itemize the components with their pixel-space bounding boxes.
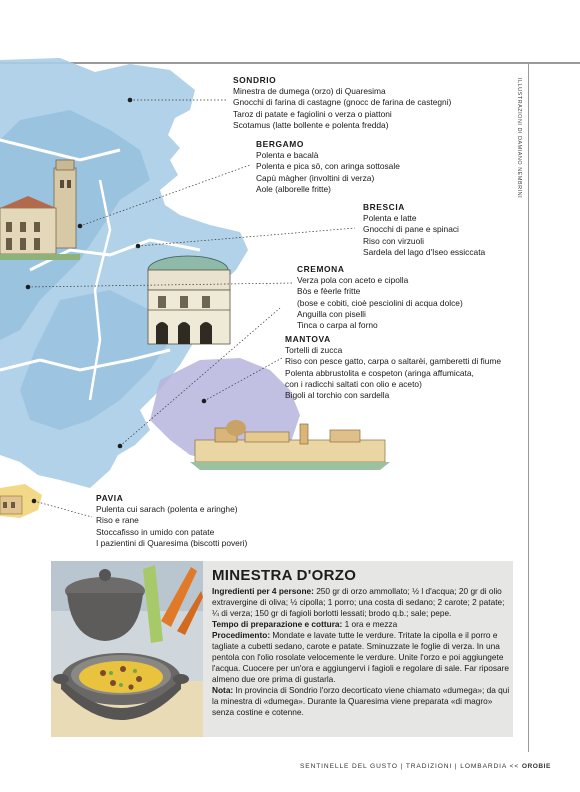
right-rule <box>528 64 529 752</box>
dish-item: Gnocchi di pane e spinaci <box>363 224 459 235</box>
dish-item: Riso con pesce gatto, carpa o saltarèi, gamberetti di fiume <box>285 356 501 367</box>
region-name: PAVIA <box>96 493 124 503</box>
page-footer <box>300 763 551 770</box>
region-cremona <box>297 264 463 331</box>
dish-item: Minestra de dumega (orzo) di Quaresima <box>233 86 386 97</box>
dish-item: Anguilla con piselli <box>297 308 366 319</box>
dish-item: Riso con virzuoli <box>363 235 424 246</box>
dish-item: Taroz di patate e fagiolini o verza o piattoni <box>233 108 392 119</box>
dish-item: Polenta abbrustolita e cospeton (aringa affumicata, <box>285 367 474 378</box>
region-name: BERGAMO <box>256 139 304 149</box>
dish-item: con i radicchi saltati con olio e aceto) <box>285 378 422 389</box>
procedure-text: Mondate e lavate tutte le verdure. Tritate la cipolla e il porro e tagliate a cubetti sedano, carote e patate. Sminuzzate le foglie di verza. In una pentola con l'olio rosolate velocemente le verdure. Unite l'orzo e poi aggiungete l'acqua. Cuocere per un'ora e aggiungervi i fagioli e regolare di sale. Far riposare almeno due ore prima di gustarla. <box>212 630 509 684</box>
dish-item: Verza pola con aceto e cipolla <box>297 275 409 286</box>
dish-item: Polenta e bacalà <box>256 150 319 161</box>
dish-item: Scotamus (latte bollente e polenta fredda) <box>233 119 389 130</box>
ingredients-text: 250 gr di orzo ammollato; ½ l d'acqua; 20 gr di olio extravergine di oliva; ½ cipolla; 1 porro; una costa di sedano; 2 carote; 2 patate; ¼ di verza; 150 gr di fagioli borlotti lessati; brodo q.b.; sale; pepe. <box>212 586 505 618</box>
dish-item: I pazientini di Quaresima (biscotti poveri) <box>96 537 248 548</box>
soup-photo <box>51 561 203 737</box>
region-sondrio <box>233 75 451 131</box>
footer-magazine: OROBIE <box>521 763 551 770</box>
dish-item: Stoccafisso in umido con patate <box>96 526 215 537</box>
dish-item: Aole (alborelle fritte) <box>256 183 331 194</box>
time-label: Tempo di preparazione e cottura: <box>212 619 343 629</box>
footer-section: SENTINELLE DEL GUSTO | TRADIZIONI | LOMBARDIA <box>300 763 507 770</box>
recipe-text <box>212 586 510 718</box>
dish-item: Riso e rane <box>96 515 139 526</box>
region-name: SONDRIO <box>233 75 277 85</box>
domed-palace-illustration <box>148 256 230 344</box>
dish-item: Sardela del lago d'Iseo essiccata <box>363 246 486 257</box>
dish-item: Tinca o carpa al forno <box>297 320 378 331</box>
recipe-procedure <box>212 630 510 685</box>
region-brescia <box>363 202 485 258</box>
region-mantova <box>285 334 501 401</box>
region-name: CREMONA <box>297 264 345 274</box>
dish-item: Polenta e pica sö, con aringa sottosale <box>256 161 400 172</box>
region-name: BRESCIA <box>363 202 405 212</box>
recipe-ingredients <box>212 586 510 619</box>
dish-item: Gnocchi di farina di castagne (gnocc de farina de castegni) <box>233 97 452 108</box>
region-bergamo <box>256 139 400 195</box>
dish-item: Bòs e fèerle fritte <box>297 286 361 297</box>
dish-item: (bose e cobiti, cioè pesciolini di acqua dolce) <box>297 297 463 308</box>
recipe-title: MINESTRA D'ORZO <box>212 567 357 584</box>
pavia-building-illustration <box>0 496 22 514</box>
illustration-credit: ILLUSTRAZIONI DI DAMIANO NEMBRINI <box>516 78 522 199</box>
dish-item: Polenta e latte <box>363 213 417 224</box>
region-name: MANTOVA <box>285 334 331 344</box>
ingredients-label: Ingredienti per 4 persone: <box>212 586 314 596</box>
dish-item: Capù màgher (involtini di verza) <box>256 172 375 183</box>
dish-item: Bigoli al torchio con sardella <box>285 390 390 401</box>
procedure-label: Procedimento: <box>212 630 271 640</box>
region-pavia <box>96 493 247 549</box>
recipe-note <box>212 685 510 718</box>
dish-item: Tortelli di zucca <box>285 345 343 356</box>
recipe-time <box>212 619 510 630</box>
note-label: Nota: <box>212 685 234 695</box>
note-text: In provincia di Sondrio l'orzo decorticato viene chiamato «dumega»; da qui la minestra di «dumega». Durante la Quaresima viene preparata «di magro» senza costine e cotenne. <box>212 685 510 717</box>
dish-item: Pulenta cui sarach (polenta e aringhe) <box>96 504 238 515</box>
footer-arrows: << <box>509 763 520 770</box>
time-text: 1 ora e mezza <box>342 619 398 629</box>
